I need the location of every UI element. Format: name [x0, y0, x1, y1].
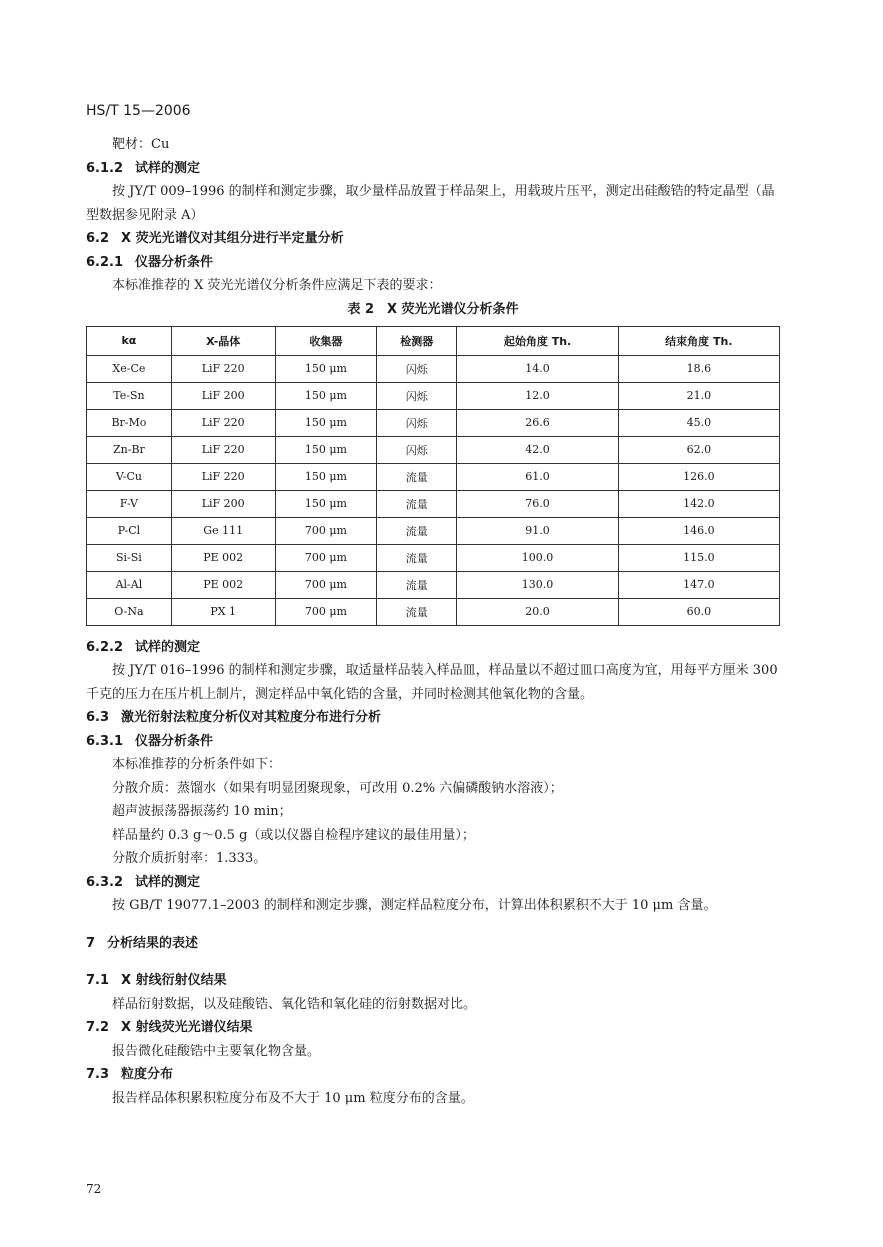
table-cell: Al-Al: [87, 571, 172, 598]
table-cell: PE 002: [171, 544, 275, 571]
paragraph-6-2-2: 按 JY/T 016–1996 的制样和测定步骤，取适量样品装入样品皿，样品量以不超过皿口高度为宜，用每平方厘米 300 千克的压力在压片机上制片，测定样品中氧化锆的含量，并同时检测其他氧化物的含量。: [86, 663, 778, 702]
table-row: [87, 409, 780, 436]
table-cell: Br-Mo: [87, 409, 172, 436]
table-cell: 150 μm: [275, 409, 377, 436]
table-cell: 91.0: [457, 517, 618, 544]
condition-line: 分散介质：蒸馏水（如果有明显团聚现象，可改用 0.2% 六偏磷酸钠水溶液）；: [112, 780, 563, 796]
section-number: 7.2: [86, 1020, 110, 1035]
table-cell: 115.0: [618, 544, 779, 571]
condition-line: 超声波振荡器振荡约 10 min；: [112, 804, 292, 819]
paragraph-6-3-2: 按 GB/T 19077.1–2003 的制样和测定步骤，测定样品粒度分布，计算出体积累积不大于 10 μm 含量。: [112, 898, 717, 913]
section-title: 激光衍射法粒度分析仪对其粒度分布进行分析: [121, 710, 382, 725]
column-header: kα: [87, 326, 172, 355]
table-cell: 700 μm: [275, 517, 377, 544]
section-title: X 射线荧光光谱仪结果: [121, 1020, 253, 1035]
table-cell: 流量: [377, 490, 457, 517]
column-header: 起始角度 Th.: [457, 326, 618, 355]
paragraph-6-1-2: 按 JY/T 009–1996 的制样和测定步骤，取少量样品放置于样品架上，用载玻片压平，测定出硅酸锆的特定晶型（晶型数据参见附录 A）: [86, 184, 775, 223]
section-number: 7.3: [86, 1067, 110, 1082]
column-header: X-晶体: [171, 326, 275, 355]
table-cell: 60.0: [618, 598, 779, 625]
condition-line: 样品量约 0.3 g～0.5 g（或以仪器自检程序建议的最佳用量）；: [112, 827, 475, 843]
table-cell: P-Cl: [87, 517, 172, 544]
table-cell: 12.0: [457, 382, 618, 409]
table-cell: LiF 200: [171, 382, 275, 409]
table-cell: 流量: [377, 571, 457, 598]
table-cell: 流量: [377, 598, 457, 625]
table-cell: 76.0: [457, 490, 618, 517]
heading-7-1: [86, 969, 780, 993]
table-cell: 150 μm: [275, 490, 377, 517]
table-cell: 20.0: [457, 598, 618, 625]
table-cell: 14.0: [457, 355, 618, 382]
table-cell: O-Na: [87, 598, 172, 625]
section-title: 仪器分析条件: [135, 733, 214, 749]
table-cell: 45.0: [618, 409, 779, 436]
section-title: 试样的测定: [135, 160, 201, 176]
table-row: [87, 598, 780, 625]
table-cell: 150 μm: [275, 382, 377, 409]
heading-7: [86, 932, 780, 956]
table-row: [87, 517, 780, 544]
table-cell: LiF 200: [171, 490, 275, 517]
table-cell: 150 μm: [275, 436, 377, 463]
table-cell: Si-Si: [87, 544, 172, 571]
table-cell: 42.0: [457, 436, 618, 463]
table-cell: 62.0: [618, 436, 779, 463]
table-cell: F-V: [87, 490, 172, 517]
section-number: 6.1.2: [86, 160, 124, 176]
section-number: 6.2.1: [86, 254, 124, 270]
table-cell: 150 μm: [275, 463, 377, 490]
section-title: 试样的测定: [135, 874, 201, 890]
section-number: 6.2.2: [86, 639, 124, 655]
table-header-row: [87, 326, 780, 355]
section-title: X 射线衍射仪结果: [121, 973, 227, 988]
heading-6-2-1: [86, 251, 780, 275]
table-cell: 21.0: [618, 382, 779, 409]
table-cell: LiF 220: [171, 409, 275, 436]
table-cell: Te-Sn: [87, 382, 172, 409]
paragraph-7-2: 报告微化硅酸锆中主要氧化物含量。: [112, 1043, 321, 1059]
heading-6-3: [86, 706, 780, 730]
section-number: 6.2: [86, 231, 110, 246]
table-cell: 126.0: [618, 463, 779, 490]
table-cell: Ge 111: [171, 517, 275, 544]
table-cell: Xe-Ce: [87, 355, 172, 382]
section-title: 仪器分析条件: [135, 254, 214, 270]
page-number: 72: [86, 1182, 102, 1196]
heading-7-2: [86, 1016, 780, 1040]
table-row: [87, 436, 780, 463]
table-row: [87, 490, 780, 517]
section-title: 粒度分布: [121, 1067, 174, 1082]
table-cell: 700 μm: [275, 598, 377, 625]
paragraph-7-3: 报告样品体积累积粒度分布及不大于 10 μm 粒度分布的含量。: [112, 1090, 474, 1106]
column-header: 收集器: [275, 326, 377, 355]
table-cell: 闪烁: [377, 436, 457, 463]
table-cell: 100.0: [457, 544, 618, 571]
table-cell: 18.6: [618, 355, 779, 382]
table-cell: 流量: [377, 517, 457, 544]
table-cell: 150 μm: [275, 355, 377, 382]
table-cell: LiF 220: [171, 436, 275, 463]
section-number: 7: [86, 935, 96, 951]
table-cell: LiF 220: [171, 355, 275, 382]
table-cell: 闪烁: [377, 409, 457, 436]
table-cell: 闪烁: [377, 355, 457, 382]
table-cell: 流量: [377, 463, 457, 490]
heading-6-3-1: [86, 730, 780, 754]
condition-line: 分散介质折射率：1.333。: [112, 851, 267, 866]
xrf-conditions-table: [86, 326, 780, 626]
table-row: [87, 571, 780, 598]
table-cell: 147.0: [618, 571, 779, 598]
table-title: 表 2 X 荧光光谱仪分析条件: [347, 301, 519, 317]
table-cell: 26.6: [457, 409, 618, 436]
table-cell: 146.0: [618, 517, 779, 544]
table-row: [87, 463, 780, 490]
section-title: X 荧光光谱仪对其组分进行半定量分析: [121, 231, 344, 246]
section-title: 分析结果的表述: [107, 935, 199, 951]
table-cell: Zn-Br: [87, 436, 172, 463]
condition-line: 本标准推荐的分析条件如下：: [112, 757, 282, 772]
section-number: 6.3.2: [86, 874, 124, 890]
heading-7-3: [86, 1063, 780, 1087]
table-row: [87, 382, 780, 409]
page-content: [86, 133, 780, 1110]
heading-6-2-2: [86, 636, 780, 660]
table-cell: 流量: [377, 544, 457, 571]
table-row: [87, 355, 780, 382]
heading-6-1-2: [86, 157, 780, 181]
table-cell: PX 1: [171, 598, 275, 625]
table-cell: 142.0: [618, 490, 779, 517]
table-cell: PE 002: [171, 571, 275, 598]
table-row: [87, 544, 780, 571]
section-number: 7.1: [86, 973, 110, 988]
table-cell: 闪烁: [377, 382, 457, 409]
target-material-line: 靶材：Cu: [112, 137, 170, 152]
heading-6-3-2: [86, 871, 780, 895]
paragraph-7-1: 样品衍射数据，以及硅酸锆、氧化锆和氧化硅的衍射数据对比。: [112, 996, 477, 1012]
table-cell: V-Cu: [87, 463, 172, 490]
standard-code-header: HS/T 15—2006: [86, 103, 191, 119]
section-number: 6.3: [86, 710, 110, 725]
section-number: 6.3.1: [86, 733, 124, 749]
table-cell: LiF 220: [171, 463, 275, 490]
table-body: [87, 355, 780, 625]
paragraph-6-2-1: 本标准推荐的 X 荧光光谱仪分析条件应满足下表的要求：: [112, 278, 442, 293]
table-cell: 130.0: [457, 571, 618, 598]
table-cell: 700 μm: [275, 544, 377, 571]
section-title: 试样的测定: [135, 639, 201, 655]
column-header: 检测器: [377, 326, 457, 355]
heading-6-2: [86, 227, 780, 251]
table-cell: 700 μm: [275, 571, 377, 598]
column-header: 结束角度 Th.: [618, 326, 779, 355]
table-cell: 61.0: [457, 463, 618, 490]
